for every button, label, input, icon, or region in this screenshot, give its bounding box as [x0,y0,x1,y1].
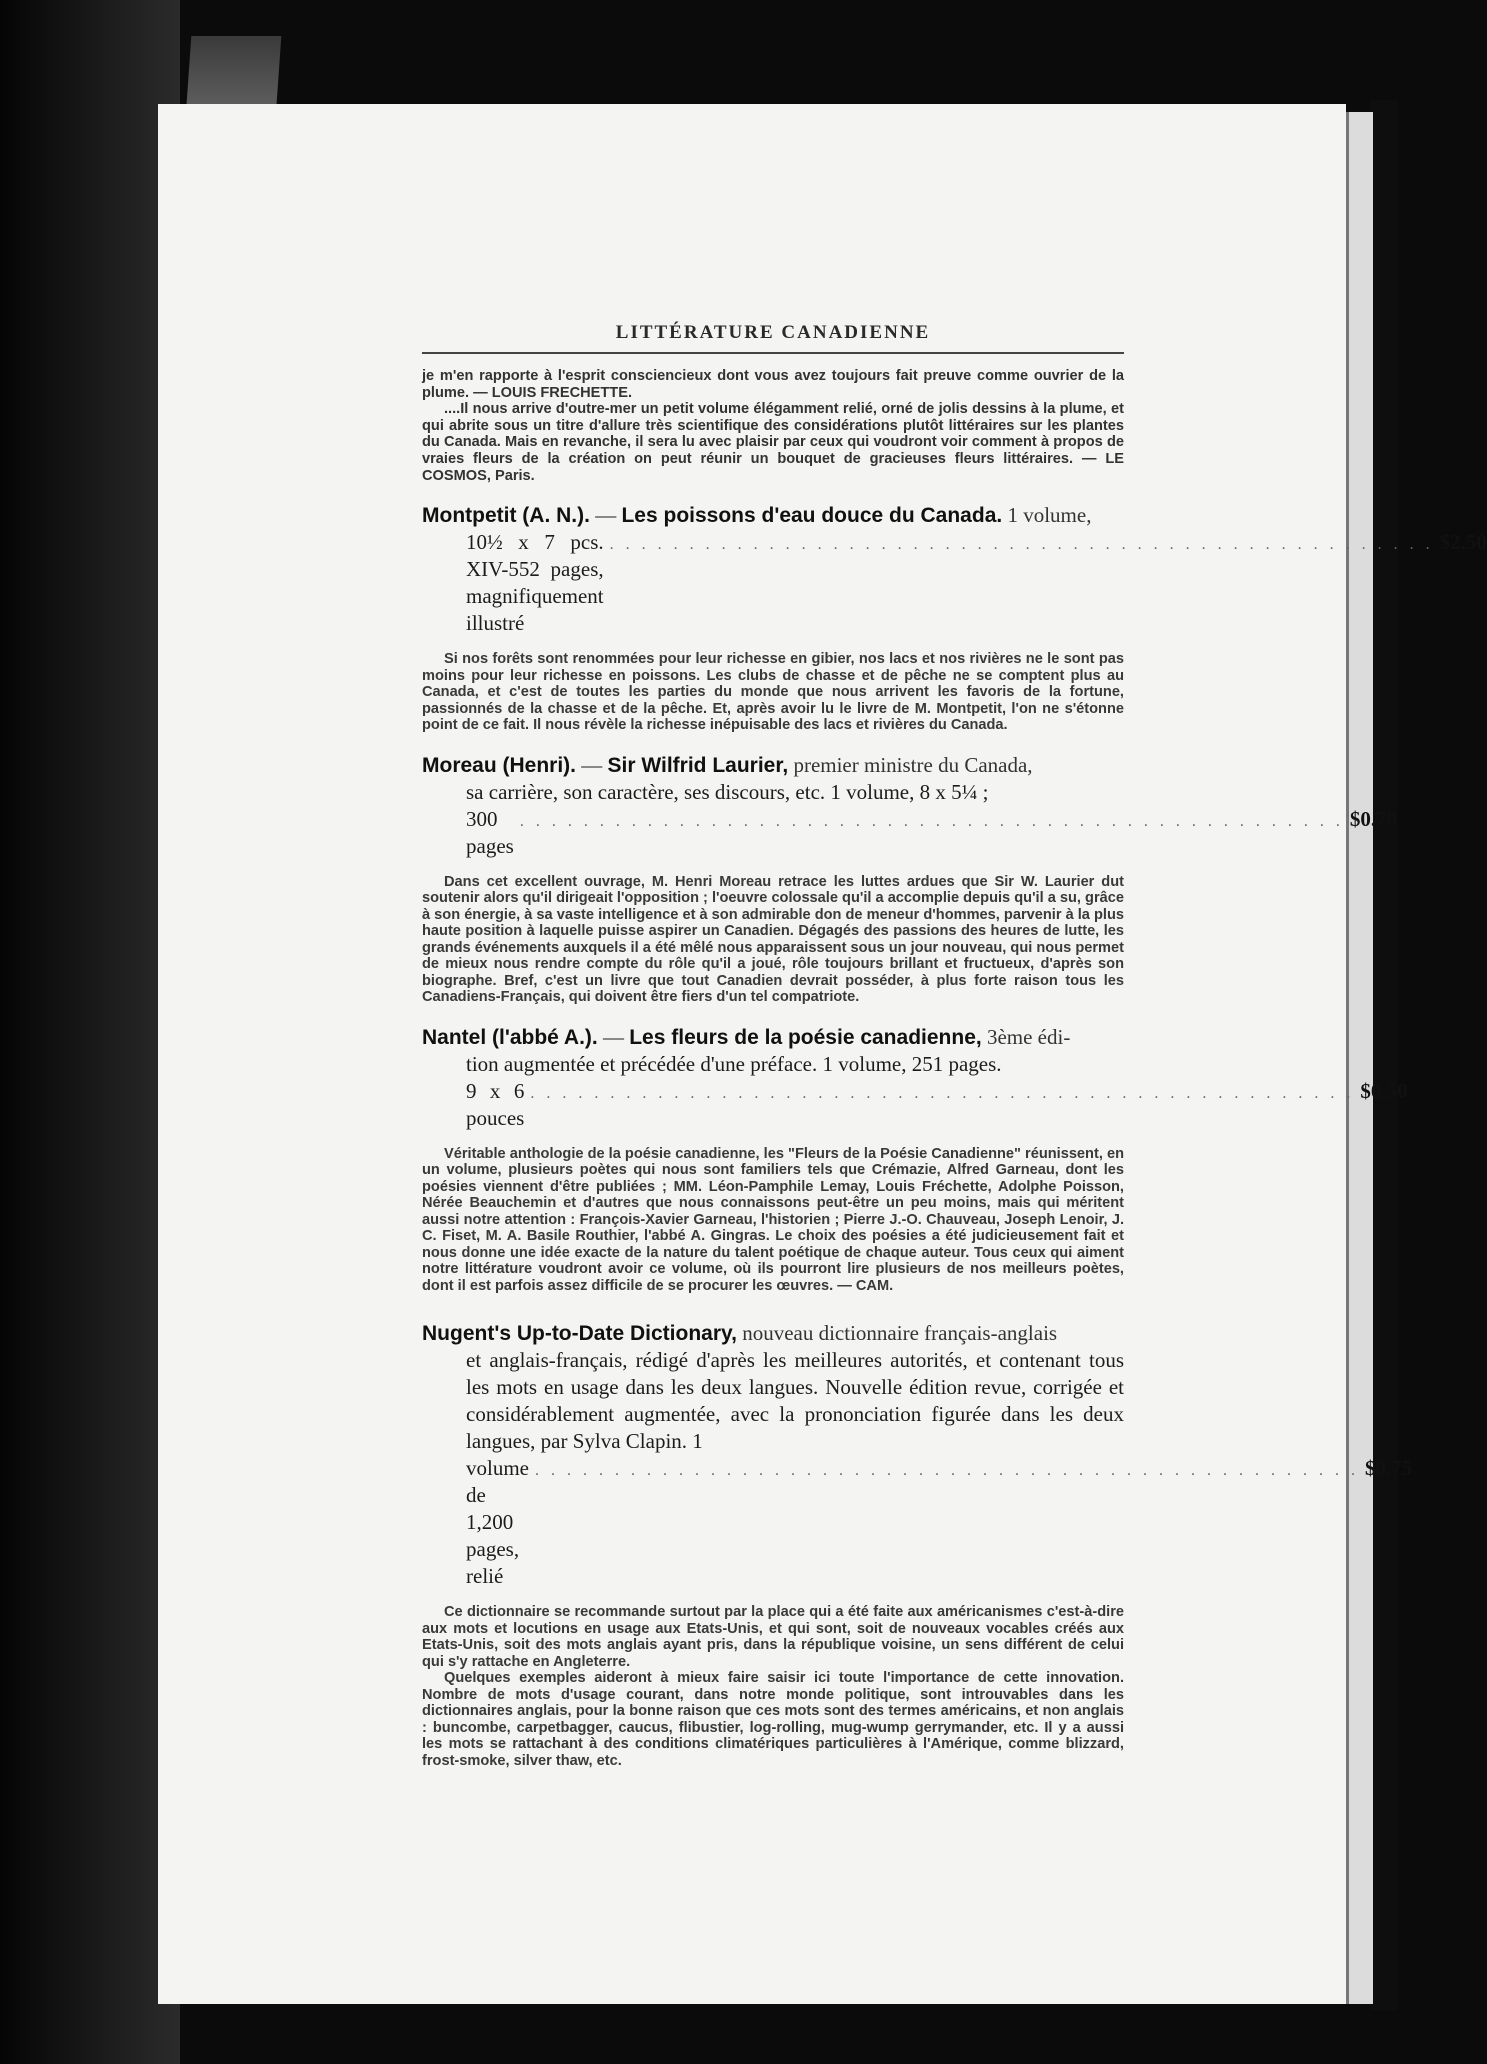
review-text: Véritable anthologie de la poésie canadienne, les "Fleurs de la Poésie Canadienne" réunissent, en un volume, plusieurs poètes qui nous sont familiers tels que Crémazie, Alfred Garneau, dont les poésies viennent d'être publiées ; MM. Léon-Pamphile Lemay, Louis Fréchette, Adolphe Poisson, Nérée Beauchemin et d'autres que nous connaissons peut-être un peu moins, mais qui méritent aussi notre attention : François-Xavier Garneau, l'historien ; Pierre J.-O. Chauveau, Joseph Lenoir, J. C. Fiset, M. A. Basile Routhier, l'abbé A. Gingras. Le choix des poésies a été judicieusement fait et nous donne une idée exacte de la nature du talent poétique de chaque auteur. Tous ceux qui aiment notre littérature voudront avoir ce volume, où ils pourront lire plusieurs de nos meilleurs poètes, dont il est parfois assez difficile de se procurer les œuvres. — CAM. [422,1145,1124,1294]
entry-montpetit [422,502,1487,734]
review-text-2: Quelques exemples aideront à mieux faire saisir ici toute l'importance de cette innovation. Nombre de mots d'usage courant, dans notre monde politique, sont introuvables dans les dictionnaires anglais, pour la bonne raison que ces mots sont des termes américains, et non anglais : buncombe, carpetbagger, caucus, flibustier, log-rolling, mug-wump gerrymander, etc. Il y a aussi les mots se rattachant à des conditions climatériques particulières à l'Amérique, comme blizzard, frost-smoke, silver thaw, etc. [422,1670,1124,1769]
entry-title [422,1024,1408,1132]
entry-cont: et anglais-français, rédigé d'après les meilleures autorités, et contenant tous les mots en usage dans les deux langues. Nouvelle édition revue, corrigée et considérablement augmentée, avec la prononciation figurée dans les deux langues, par Sylva Clapin. 1 [466,1348,1124,1454]
entry-desc: 3ème édi- [981,1024,1071,1049]
entry-title [422,752,1398,860]
entry-review [422,651,1124,734]
entry-review [422,1604,1124,1769]
entry-cont: tion augmentée et précédée d'une préface. 1 volume, 251 pages. [466,1051,1002,1076]
quote-line-1: je m'en rapporte à l'esprit consciencieux dont vous avez toujours fait preuve comme ouvrier de la plume. — LOUIS FRECHETTE. [422,368,1124,401]
dot-leader: . . . . . . . . . . . . . . . . . . . . . . . . . . . . . . . . . . . . . . . . . . . . . . . . . . . . [609,536,1434,554]
entry-cont: sa carrière, son caractère, ses discours, etc. 1 volume, 8 x 5¼ ; [466,779,989,804]
entry-price-line [422,1455,1413,1590]
edge-shadow [1370,100,1398,2010]
entry-price-line [422,1078,1408,1132]
entry-title [422,1320,1413,1590]
entry-cont-2: 300 pages [466,806,514,858]
dot-leader: . . . . . . . . . . . . . . . . . . . . . . . . . . . . . . . . . . . . . . . . . . . . . . . . . . . . [519,812,1344,830]
entry-work: Sir Wilfrid Laurier, [607,753,789,777]
entry-price-line [422,806,1398,860]
entry-moreau [422,752,1398,1006]
page-content [422,322,1487,1769]
review-text: Ce dictionnaire se recommande surtout par la place qui a été faite aux américanismes c'est-à-dire aux mots et locutions en usage aux Etats-Unis, et qui sont, soit de nouveaux vocables créés aux Etats-Unis, soit des mots anglais ayant pris, dans la république voisine, un sens différent de celui qui s'y rattache en Angleterre. [422,1604,1124,1670]
entry-desc: 1 volume, [1002,503,1092,528]
book-spine [0,0,180,2064]
entry-author: Moreau (Henri). [422,753,577,777]
review-text: Dans cet excellent ouvrage, M. Henri Moreau retrace les luttes ardues que Sir W. Laurier dut soutenir alors qu'il dirigeait l'opposition ; l'oeuvre colossale qu'il a accomplie depuis qu'il a su, grâce à son énergie, à sa vaste intelligence et à son admirable don de meneur d'hommes, parvenir à la plus haute position à laquelle puisse aspirer un Canadien. Dégagés des passions des heures de lutte, les grands événements auxquels il a été mêlé nous apparaissent sous un jour nouveau, qui nous permet de mieux nous rendre compte du rôle qu'il a joué, rôle toujours brillant et fructueux, d'après son biographe. Bref, c'est un livre que tout Canadien devrait posséder, à plus forte raison tous les Canadiens-Français, qui doivent être fiers d'un tel compatriote. [422,873,1124,1006]
entry-cont-2: 9 x 6 pouces [466,1078,525,1130]
entry-nugent [422,1320,1413,1769]
quote-line-2: ....Il nous arrive d'outre-mer un petit volume élégamment relié, orné de jolis dessins à la plume, et qui abrite sous un titre d'allure très scientifique des considérations plutôt littéraires sur les plantes du Canada. Mais en revanche, il sera lu avec plaisir par ceux qui voudront voir comment à propos de vraies fleurs de la création on peut réunir un bouquet de gracieuses fleurs littéraires. — LE COSMOS, Paris. [422,401,1124,484]
entry-dash: — [589,503,622,528]
entry-author: Nantel (l'abbé A.). [422,1025,598,1049]
entry-desc: premier ministre du Canada, [788,752,1033,777]
entry-work: Les poissons d'eau douce du Canada. [621,504,1003,528]
dot-leader: . . . . . . . . . . . . . . . . . . . . . . . . . . . . . . . . . . . . . . . . . . . . . . . . . . . . [530,1084,1355,1102]
entry-author: Montpetit (A. N.). [422,504,590,528]
entry-dash: — [597,1024,630,1049]
entry-cont-2: volume de 1,200 pages, relié [466,1456,529,1589]
entry-review [422,874,1124,1006]
entry-price: $0.70 [1349,806,1398,831]
entry-work: Les fleurs de la poésie canadienne, [629,1025,982,1049]
entry-author: Nugent's Up-to-Date Dictionary, [422,1322,737,1346]
entry-nantel [422,1024,1408,1295]
review-text: Si nos forêts sont renommées pour leur richesse en gibier, nos lacs et nos rivières ne le sont pas moins pour leur richesse en poissons. Les clubs de chasse et de pêche ne se comptent plus au Canada, et c'est de toutes les parties du monde que nous arrivent les favoris de la fortune, passionnés de la chasse et de la pêche. Et, après avoir lu le livre de M. Montpetit, l'on ne s'étonne point de ce fait. Il nous révèle la richesse inépuisable des lacs et rivières du Canada. [422,651,1124,734]
page-header: LITTÉRATURE CANADIENNE [422,322,1124,354]
entry-price: $2.50 [1439,530,1487,555]
quote-block [422,368,1124,484]
entry-desc: nouveau dictionnaire français-anglais [736,1321,1058,1346]
entry-dash: — [576,752,608,777]
next-page-edge [1346,112,1373,2004]
entry-review [422,1146,1124,1295]
entry-title [422,502,1487,637]
entry-price-line [422,529,1487,637]
entry-price: $0.50 [1360,1078,1408,1103]
entry-cont: 10½ x 7 pcs. XIV-552 pages, magnifiquement illustré [466,530,604,636]
dot-leader: . . . . . . . . . . . . . . . . . . . . . . . . . . . . . . . . . . . . . . . . . . . . . . . . . . . . [535,1462,1359,1480]
entry-price: $0.75 [1365,1456,1413,1481]
